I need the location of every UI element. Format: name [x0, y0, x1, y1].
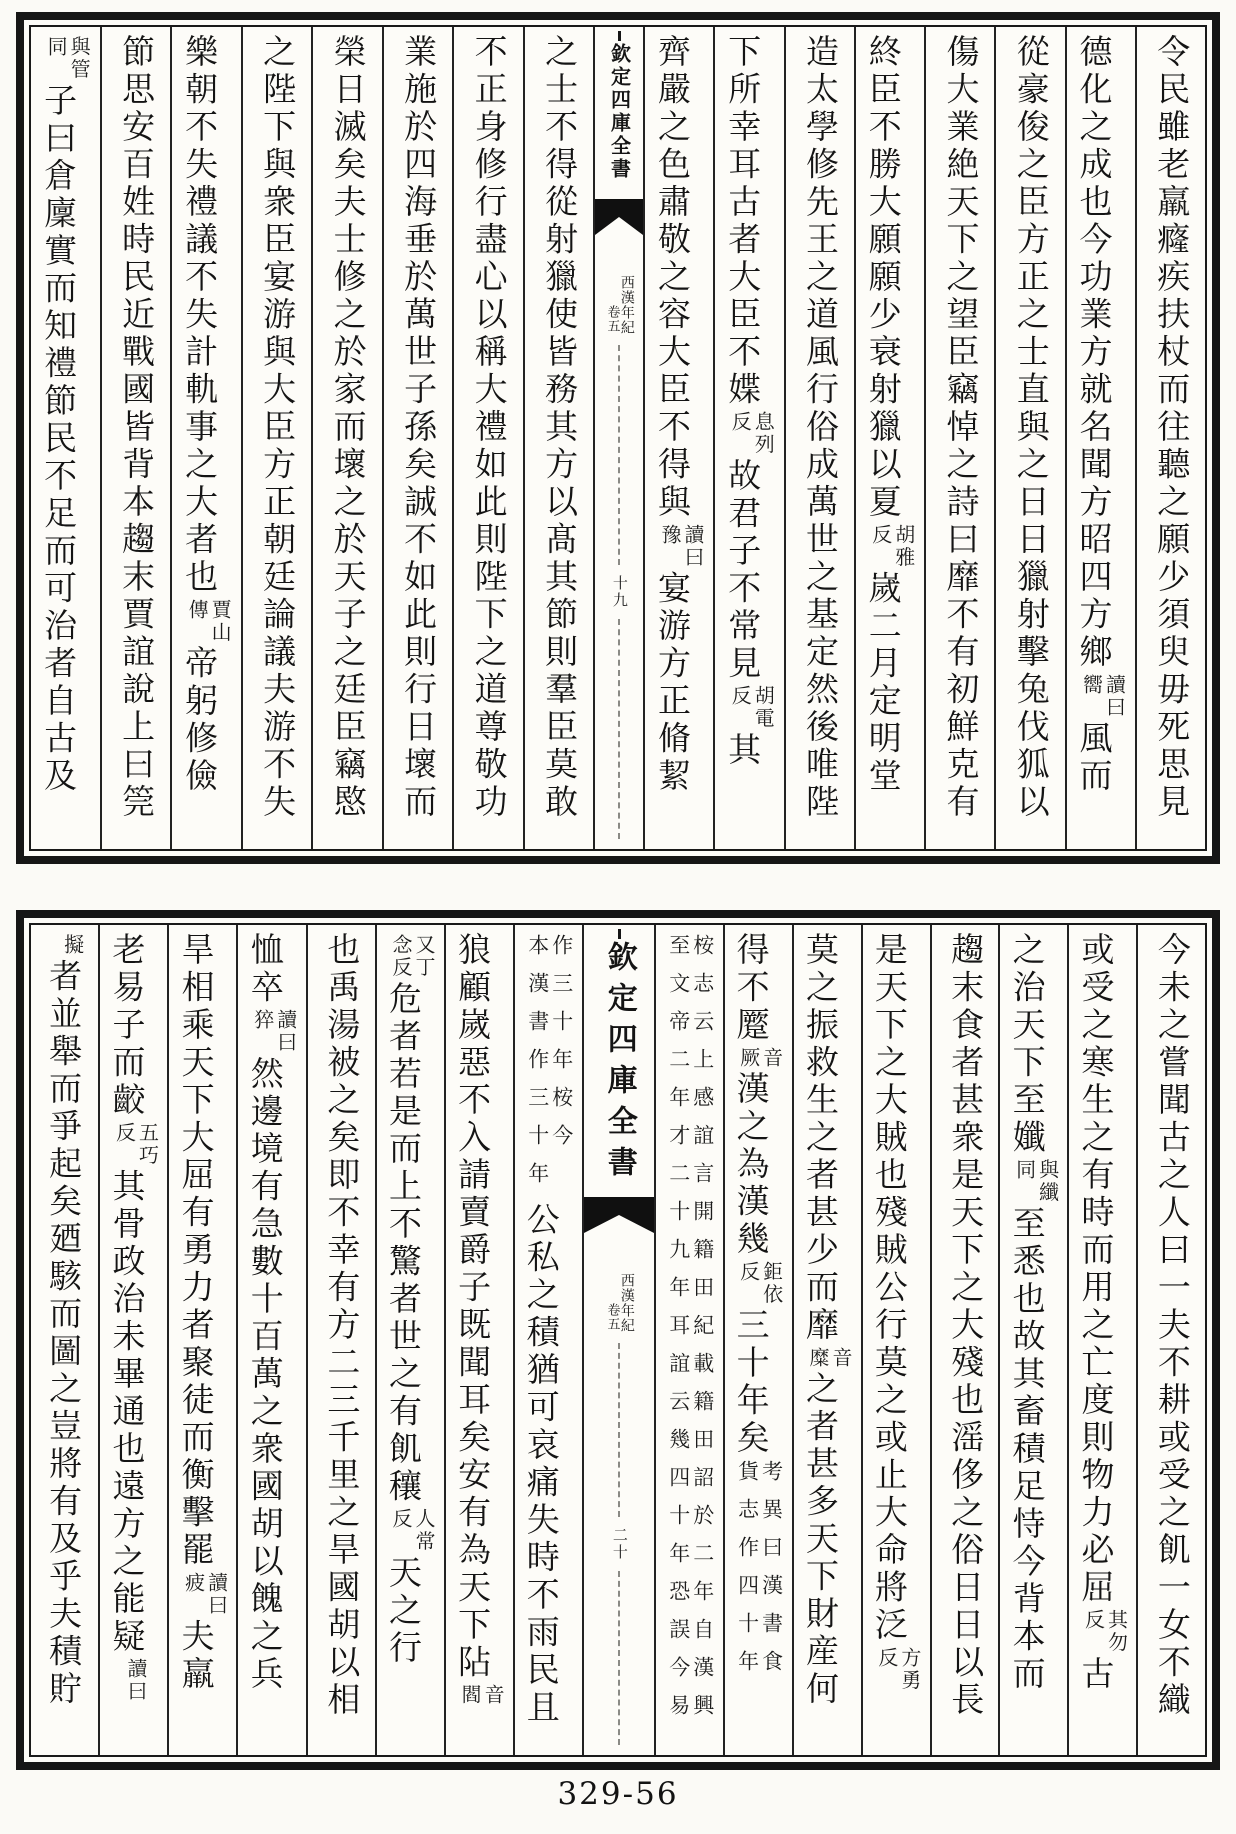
- book-title-row: [604, 275, 634, 335]
- interlinear-note: [737, 1261, 783, 1306]
- interlinear-note: [667, 934, 715, 1732]
- note-subcolumn: 考異曰漢書食: [759, 1459, 784, 1688]
- text-column: [1136, 925, 1205, 1755]
- columns-right-half: [654, 925, 1205, 1755]
- column-text: 下所幸耳古者大臣不媟 息列 反 故君子不常見 胡電 反 其: [723, 34, 776, 770]
- note-subcolumn: 反: [874, 1646, 899, 1669]
- text-column: [523, 27, 594, 849]
- note-subcolumn: 其勿: [1104, 1609, 1129, 1654]
- column-text: 節思安百姓時民近戰國皆背本趨末賈誼說上曰筦: [117, 34, 157, 822]
- interlinear-note: [1079, 674, 1125, 719]
- note-subcolumn: 讀曰: [124, 1658, 148, 1703]
- text-column: [861, 925, 930, 1755]
- note-subcolumn: 豫: [657, 523, 682, 546]
- text-column: [994, 27, 1064, 849]
- text-column: [930, 925, 999, 1755]
- column-text: 德化之成也今功業方就名聞方昭四方鄉 讀曰 嚮 風而: [1074, 34, 1127, 796]
- note-subcolumn: 反: [1081, 1609, 1106, 1632]
- interlinear-note: [61, 934, 84, 957]
- note-subcolumn: 讀曰: [1102, 673, 1127, 719]
- column-text: 趨末食者甚衆是天下之大殘也滛侈之俗日日以長: [946, 932, 986, 1720]
- folio-number: 二十: [610, 1527, 629, 1561]
- spine-tick: [618, 31, 621, 41]
- text-column: [643, 27, 713, 849]
- text-frame: [29, 923, 1207, 1757]
- text-column: [167, 925, 236, 1755]
- interlinear-note: [1013, 1159, 1059, 1204]
- spine-dotted-line: [618, 1571, 620, 1745]
- column-text: [664, 932, 715, 1734]
- text-column: [513, 925, 582, 1755]
- text-column: [452, 27, 523, 849]
- text-column: [236, 925, 305, 1755]
- column-text: 從豪俊之臣方正之士直與之日日獵射擊兔伐狐以: [1011, 34, 1051, 822]
- note-subcolumn: 嚮: [1079, 673, 1104, 696]
- column-text: 傷大業絶天下之望臣竊悼之詩曰靡不有初鮮克有: [941, 34, 981, 822]
- text-column: [311, 27, 382, 849]
- interlinear-note: [736, 1460, 784, 1688]
- text-column: [444, 925, 513, 1755]
- text-column: [1065, 27, 1135, 849]
- interlinear-note: [251, 1009, 297, 1054]
- spine-dotted-line: [618, 619, 620, 839]
- interlinear-note: [728, 411, 774, 456]
- folio-page-bottom: [16, 910, 1220, 1770]
- interlinear-note: [113, 1122, 159, 1167]
- note-subcolumn: 音: [829, 1346, 853, 1369]
- text-column: [924, 27, 994, 849]
- text-column: [98, 925, 167, 1755]
- text-column: [31, 27, 100, 849]
- note-subcolumn: 反: [728, 685, 753, 708]
- note-subcolumn: 貨志作四十年: [735, 1459, 760, 1688]
- column-text: 不正身修行盡心以稱大禮如此則陛下之道尊敬功: [469, 34, 509, 822]
- text-column: [784, 27, 854, 849]
- center-spine-column: [593, 27, 643, 849]
- interlinear-note: [658, 524, 704, 569]
- column-text: 又丁 念反 危者若是而上不驚者世之有飢穰 人常 反 天之行: [384, 934, 436, 1668]
- fishtail-mark: [595, 199, 643, 235]
- note-subcolumn: 糜: [806, 1346, 830, 1369]
- interlinear-note: [728, 685, 774, 730]
- column-text: 與管 同 子曰倉廩實而知禮節民不足而可治者自古及: [39, 36, 92, 796]
- interlinear-note: [869, 524, 915, 569]
- spine-dotted-line: [618, 345, 620, 565]
- volume-label: 卷五: [604, 1303, 620, 1331]
- note-subcolumn: 反: [389, 1508, 413, 1531]
- column-text: 或受之寒生之有時而用之亡度則物力必屈 其勿 反 古: [1076, 932, 1129, 1694]
- note-subcolumn: 至文帝二年才二十九年耳誼云幾四十年恐誤今易: [666, 934, 691, 1732]
- column-text: 齊嚴之色肅敬之容大臣不得與 讀曰 豫 宴游方正脩絜: [652, 34, 705, 796]
- interlinear-note: [44, 36, 90, 81]
- interlinear-note: [185, 599, 231, 644]
- text-column: [1135, 27, 1205, 849]
- interlinear-note: [737, 1047, 783, 1070]
- note-subcolumn: 賈山: [208, 598, 233, 644]
- text-column: [31, 925, 98, 1755]
- column-text: 擬 者並舉而爭起矣廼駭而圖之豈將有及乎夫積貯: [44, 934, 85, 1709]
- column-text: 榮日滅矣夫士修之於家而壞之於天子之廷臣竊愍: [328, 34, 368, 822]
- note-subcolumn: 念反: [389, 934, 413, 979]
- interlinear-note: [389, 1508, 435, 1553]
- note-subcolumn: 反: [868, 523, 893, 546]
- note-subcolumn: 息列: [751, 411, 776, 456]
- volume-label: 卷五: [604, 305, 620, 333]
- book-title-row: [604, 1273, 634, 1333]
- interlinear-note: [124, 1658, 147, 1703]
- interlinear-note: [526, 934, 574, 1200]
- note-subcolumn: 猝: [250, 1009, 275, 1032]
- column-text: 今未之嘗聞古之人曰一夫不耕或受之飢一女不織: [1152, 932, 1192, 1720]
- note-subcolumn: 反: [736, 1260, 761, 1283]
- column-text: 終臣不勝大願願少衰射獵以夏 胡雅 反 嵗二月定明堂: [863, 34, 916, 796]
- note-subcolumn: 音: [481, 1684, 506, 1707]
- note-subcolumn: 反: [112, 1121, 137, 1144]
- note-subcolumn: 厥: [736, 1046, 761, 1069]
- text-column: [713, 27, 783, 849]
- library-title: 欽定四庫全書: [607, 43, 632, 181]
- note-subcolumn: 胡電: [751, 685, 776, 730]
- text-column: [723, 925, 792, 1755]
- columns-right-half: [643, 27, 1205, 849]
- text-column: [854, 27, 924, 849]
- note-subcolumn: 桉志云上感誼言開籍田紀載籍田詔於二年自漢興: [690, 934, 715, 1732]
- center-spine-column: [582, 925, 654, 1755]
- book-title: 西漢年紀: [618, 1273, 635, 1333]
- column-text: 得不蹷 音 厥 漢之為漢幾 鉅依 反 三十年矣 考異曰漢書食 貨志作四十年: [731, 932, 784, 1688]
- column-text: 之治天下至孅 與纖 同 至悉也故其畜積足恃今背本而: [1007, 932, 1060, 1694]
- interlinear-note: [458, 1684, 504, 1707]
- note-subcolumn: 鉅依: [759, 1260, 784, 1306]
- note-subcolumn: 與管: [67, 36, 92, 81]
- text-column: [306, 925, 375, 1755]
- spine-tick: [618, 929, 621, 939]
- text-frame: [29, 25, 1207, 851]
- note-subcolumn: 方勇: [897, 1646, 922, 1692]
- column-text: 是天下之大賊也殘賊公行莫之或止大命將泛 方勇 反: [869, 932, 922, 1692]
- note-subcolumn: 閻: [458, 1684, 483, 1707]
- folio-page-top: [16, 12, 1220, 864]
- note-subcolumn: 同: [44, 36, 69, 59]
- column-text: 狼顧嵗惡不入請賣爵子既聞耳矣安有為天下阽 音 閻: [453, 932, 506, 1707]
- note-subcolumn: 音: [759, 1046, 784, 1069]
- note-subcolumn: 作三十年桉今: [549, 934, 574, 1162]
- note-subcolumn: 讀曰: [204, 1571, 229, 1617]
- text-column: [241, 27, 312, 849]
- text-column: [100, 27, 171, 849]
- interlinear-note: [1082, 1609, 1128, 1654]
- column-text: 之陛下與衆臣宴游與大臣方正朝廷論議夫游不失: [258, 34, 298, 822]
- column-text: 作三十年桉今 本漢書作三十年 公私之積猶可哀痛失時不雨民且: [521, 934, 574, 1727]
- text-column: [1067, 925, 1136, 1755]
- note-subcolumn: 又丁: [412, 934, 436, 979]
- book-title: 西漢年紀: [618, 275, 635, 335]
- column-text: 樂朝不失禮議不失計軌事之大者也 賈山 傳 帝躬修儉: [180, 34, 233, 796]
- column-text: 旱相乘天下大屈有勇力者聚徒而衡擊罷 讀曰 疲 夫羸: [176, 932, 229, 1694]
- column-text: 恤卒 讀曰 猝 然邊境有急數十百萬之衆國胡以餽之兵: [245, 932, 298, 1694]
- text-column: [170, 27, 241, 849]
- interlinear-note: [389, 934, 435, 979]
- columns-left-half: [31, 925, 582, 1755]
- note-subcolumn: 反: [728, 411, 753, 434]
- note-subcolumn: 胡雅: [891, 523, 916, 569]
- note-subcolumn: 五巧: [135, 1121, 160, 1167]
- interlinear-note: [875, 1647, 921, 1692]
- note-subcolumn: 讀曰: [680, 523, 705, 569]
- note-subcolumn: 同: [1012, 1159, 1037, 1182]
- page-number-footer: 329-56: [557, 1776, 679, 1812]
- folio-number: 十九: [610, 575, 629, 609]
- columns-left-half: [31, 27, 593, 849]
- spine-dotted-line: [618, 1343, 620, 1517]
- note-subcolumn: 本漢書作三十年: [525, 934, 550, 1200]
- column-text: 造太學修先王之道風行俗成萬世之基定然後唯陛: [800, 34, 840, 822]
- note-subcolumn: 擬: [60, 934, 85, 957]
- interlinear-note: [182, 1572, 228, 1617]
- note-subcolumn: 人常: [412, 1508, 436, 1553]
- note-subcolumn: 與纖: [1035, 1159, 1060, 1204]
- column-text: 之士不得從射獵使皆務其方以髙其節則羣臣莫敢: [540, 34, 580, 822]
- note-subcolumn: 傳: [185, 598, 210, 621]
- column-text: 老易子而齩 五巧 反 其骨政治未畢通也遠方之能疑 讀曰: [107, 932, 160, 1703]
- interlinear-note: [806, 1347, 852, 1370]
- fishtail-mark: [584, 1197, 654, 1233]
- column-text: 業施於四海垂於萬世子孫矣誠不如此則行日壞而: [399, 34, 439, 822]
- text-column: [998, 925, 1067, 1755]
- text-column: [375, 925, 444, 1755]
- column-text: 令民雖老羸癃疾扶杖而往聽之願少須臾毋死思見: [1152, 34, 1192, 822]
- column-text: 莫之振救生之者甚少而靡 音 糜 之者甚多天下財産何: [801, 932, 853, 1709]
- text-column: [654, 925, 723, 1755]
- text-column: [382, 27, 453, 849]
- text-column: [792, 925, 861, 1755]
- library-title: 欽定四庫全書: [601, 941, 637, 1187]
- note-subcolumn: 疲: [181, 1571, 206, 1594]
- note-subcolumn: 讀曰: [273, 1009, 298, 1054]
- column-text: 也禹湯被之矣即不幸有方二三千里之旱國胡以相: [322, 932, 362, 1720]
